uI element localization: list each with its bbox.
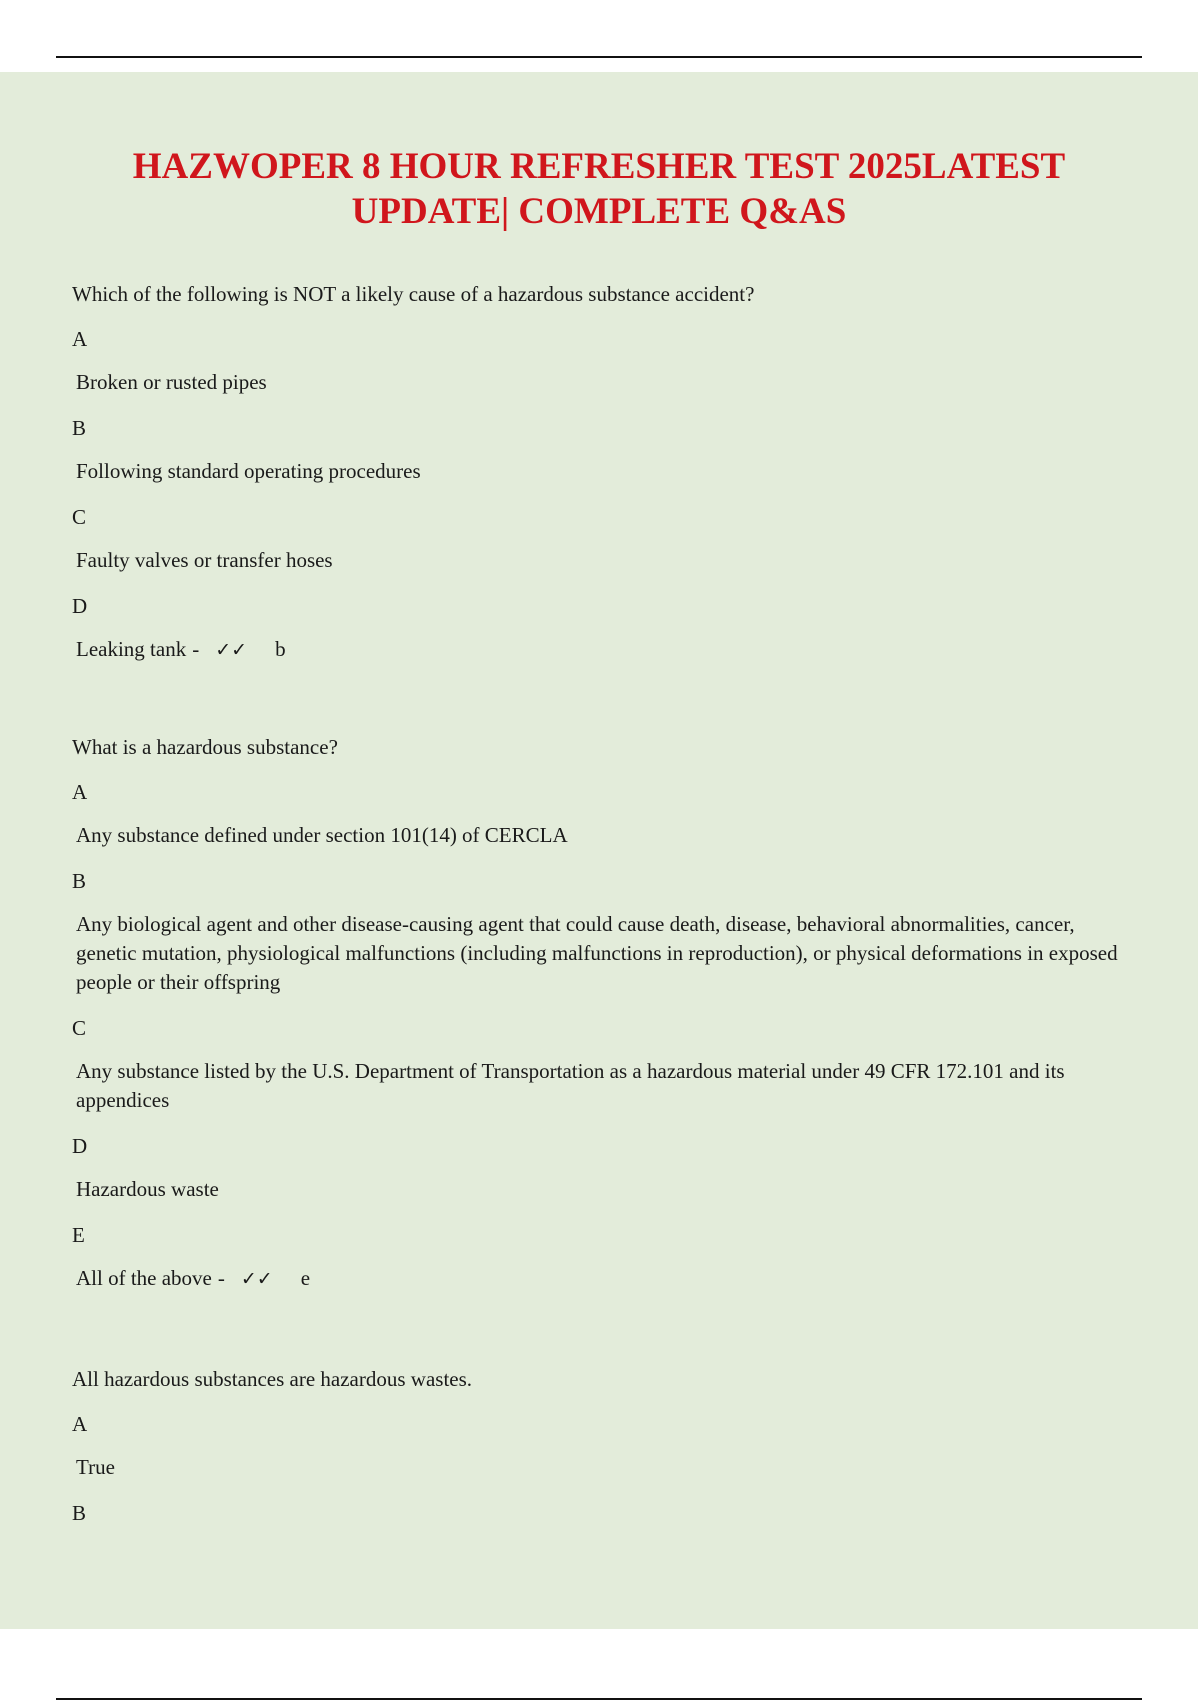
option-letter: E (72, 1223, 85, 1247)
checkmark-icon: ✓✓ (240, 1268, 273, 1290)
checkmark-icon: ✓✓ (215, 639, 248, 661)
option-letter: A (72, 780, 88, 804)
option-letter: D (72, 1134, 88, 1158)
question-text: What is a hazardous substance? (72, 735, 338, 759)
option-text: True (76, 1455, 115, 1479)
document-title: HAZWOPER 8 HOUR REFRESHER TEST 2025LATEST UPDATE| COMPLETE Q&AS (132, 146, 1066, 232)
option-text: Any substance defined under section 101(14) of CERCLA (76, 823, 568, 847)
option-text: Following standard operating procedures (76, 459, 421, 483)
answer-option (72, 1264, 1138, 1294)
option-letter: A (72, 1412, 88, 1436)
option-text: Any substance listed by the U.S. Department of Transportation as a hazardous material under 49 CFR 172.101 and its appendices (76, 1059, 1065, 1112)
document-page (0, 72, 1198, 1629)
answer-key: b (275, 637, 286, 661)
option-text: Any biological agent and other disease-causing agent that could cause death, disease, behavioral abnormalities, cancer, genetic mutation, physiological malfunctions (including malfunctions in reproduction), or physical deformations in exposed people or their offspring (76, 912, 1118, 994)
answer-separator: - (217, 1266, 225, 1290)
option-letter: B (72, 416, 87, 440)
question-3 (72, 1365, 1138, 1527)
answer-option (72, 635, 1138, 665)
option-text: Hazardous waste (76, 1177, 219, 1201)
top-rule (56, 56, 1142, 58)
option-text: Broken or rusted pipes (76, 370, 267, 394)
question-text: Which of the following is NOT a likely cause of a hazardous substance accident? (72, 282, 755, 306)
question-1 (72, 280, 1138, 665)
option-letter: C (72, 1016, 87, 1040)
option-letter: C (72, 505, 87, 529)
answer-separator: - (192, 637, 200, 661)
question-2 (72, 733, 1138, 1294)
option-letter: B (72, 1501, 87, 1525)
question-text: All hazardous substances are hazardous wastes. (72, 1367, 473, 1391)
option-letter: D (72, 594, 88, 618)
option-text: Faulty valves or transfer hoses (76, 548, 333, 572)
answer-key: e (300, 1266, 311, 1290)
option-letter: A (72, 327, 88, 351)
option-letter: B (72, 869, 87, 893)
option-text: All of the above (76, 1266, 212, 1290)
option-text: Leaking tank (76, 637, 187, 661)
